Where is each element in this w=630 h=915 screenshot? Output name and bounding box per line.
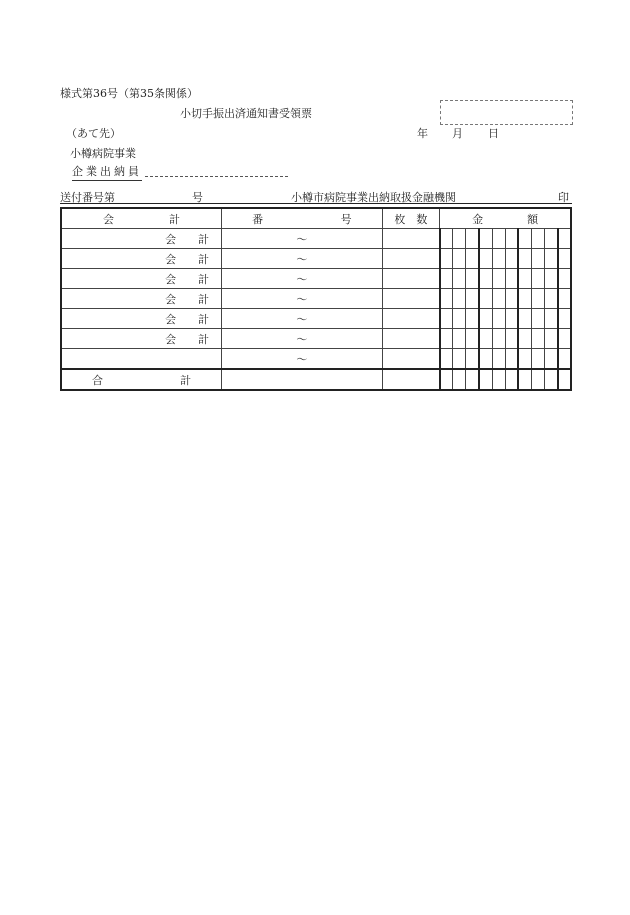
number-range-cell: ～: [222, 289, 383, 309]
number-range-cell: ～: [222, 329, 383, 349]
amount-digit-cell: [453, 329, 466, 349]
amount-digit-cell: [518, 329, 531, 349]
amount-digit-cell: [492, 309, 505, 329]
amount-digit-cell: [466, 309, 479, 329]
amount-digit-cell: [532, 349, 545, 370]
institution-name: 小樽市病院事業出納取扱金融機関: [291, 191, 456, 204]
send-number-suffix: 号: [192, 191, 203, 204]
number-range-cell: ～: [222, 249, 383, 269]
send-number-prefix: 送付番号第: [60, 191, 115, 204]
amount-digit-cell: [492, 269, 505, 289]
amount-digit-cell: [440, 349, 453, 370]
count-cell: [382, 309, 440, 329]
amount-digit-cell: [558, 269, 571, 289]
account-cell: 会 計: [61, 289, 222, 309]
amount-digit-cell: [466, 329, 479, 349]
receipt-stamp-box: [440, 100, 573, 125]
seal-mark: 印: [558, 191, 569, 204]
amount-digit-cell: [440, 229, 453, 249]
header-rule: [60, 203, 572, 204]
amount-digit-cell: [505, 289, 518, 309]
amount-digit-cell: [453, 289, 466, 309]
table-body: [61, 208, 571, 390]
number-range-cell: ～: [222, 229, 383, 249]
amount-digit-cell: [492, 289, 505, 309]
table-row: [61, 269, 571, 289]
amount-digit-cell: [558, 349, 571, 370]
amount-digit-cell: [545, 249, 558, 269]
amount-digit-cell: [518, 269, 531, 289]
amount-digit-cell: [479, 269, 492, 289]
header-amount: 金 額: [440, 208, 571, 229]
amount-digit-cell: [532, 229, 545, 249]
amount-digit-cell: [466, 229, 479, 249]
amount-digit-cell: [558, 249, 571, 269]
amount-digit-cell: [453, 229, 466, 249]
amount-digit-cell: [479, 289, 492, 309]
amount-digit-cell: [545, 349, 558, 370]
amount-digit-cell: [505, 369, 518, 390]
number-range-cell: ～: [222, 309, 383, 329]
amount-digit-cell: [532, 289, 545, 309]
account-cell: 会 計: [61, 309, 222, 329]
amount-digit-cell: [558, 309, 571, 329]
amount-digit-cell: [532, 249, 545, 269]
amount-digit-cell: [518, 349, 531, 370]
table-row: [61, 289, 571, 309]
amount-digit-cell: [558, 229, 571, 249]
account-cell: 会 計: [61, 229, 222, 249]
amount-digit-cell: [518, 289, 531, 309]
officer-title: 企業出納員: [72, 166, 142, 177]
total-number-cell: [222, 369, 383, 390]
amount-digit-cell: [466, 349, 479, 370]
amount-digit-cell: [492, 249, 505, 269]
org-name: 小樽病院事業: [70, 147, 136, 160]
amount-digit-cell: [466, 369, 479, 390]
date-day: 日: [488, 127, 499, 140]
table-header-row: [61, 208, 571, 229]
amount-digit-cell: [505, 249, 518, 269]
number-range-cell: ～: [222, 269, 383, 289]
amount-digit-cell: [453, 369, 466, 390]
amount-digit-cell: [505, 349, 518, 370]
amount-digit-cell: [453, 249, 466, 269]
amount-digit-cell: [440, 269, 453, 289]
form-number: 様式第36号（第35条関係）: [60, 87, 198, 100]
amount-digit-cell: [440, 369, 453, 390]
amount-digit-cell: [479, 229, 492, 249]
table-row: [61, 349, 571, 370]
total-row: [61, 369, 571, 390]
amount-digit-cell: [505, 309, 518, 329]
amount-digit-cell: [492, 329, 505, 349]
amount-digit-cell: [479, 329, 492, 349]
amount-digit-cell: [545, 229, 558, 249]
amount-digit-cell: [479, 249, 492, 269]
number-range-cell: ～: [222, 349, 383, 370]
header-account: 会 計: [61, 208, 222, 229]
form-title: 小切手振出済通知書受領票: [180, 107, 312, 120]
amount-digit-cell: [545, 369, 558, 390]
account-cell: 会 計: [61, 269, 222, 289]
amount-digit-cell: [545, 289, 558, 309]
count-cell: [382, 289, 440, 309]
date-month: 月: [452, 127, 463, 140]
amount-digit-cell: [518, 309, 531, 329]
amount-digit-cell: [492, 229, 505, 249]
amount-digit-cell: [479, 309, 492, 329]
amount-digit-cell: [505, 269, 518, 289]
table-row: [61, 249, 571, 269]
amount-digit-cell: [505, 229, 518, 249]
account-cell: [61, 349, 222, 370]
amount-digit-cell: [545, 269, 558, 289]
amount-digit-cell: [479, 349, 492, 370]
header-number: 番 号: [222, 208, 383, 229]
amount-digit-cell: [505, 329, 518, 349]
count-cell: [382, 349, 440, 370]
amount-digit-cell: [518, 249, 531, 269]
count-cell: [382, 329, 440, 349]
check-table: [60, 207, 572, 391]
amount-digit-cell: [532, 269, 545, 289]
amount-digit-cell: [440, 289, 453, 309]
amount-digit-cell: [558, 289, 571, 309]
amount-digit-cell: [453, 309, 466, 329]
amount-digit-cell: [440, 309, 453, 329]
count-cell: [382, 249, 440, 269]
amount-digit-cell: [532, 369, 545, 390]
amount-digit-cell: [453, 269, 466, 289]
account-cell: 会 計: [61, 249, 222, 269]
date-year: 年: [417, 127, 428, 140]
amount-digit-cell: [492, 369, 505, 390]
table-row: [61, 309, 571, 329]
amount-digit-cell: [492, 349, 505, 370]
amount-digit-cell: [518, 229, 531, 249]
header-count: 枚 数: [382, 208, 440, 229]
addressee-label: （あて先）: [66, 127, 121, 140]
table-row: [61, 329, 571, 349]
table-row: [61, 229, 571, 249]
amount-digit-cell: [545, 329, 558, 349]
amount-digit-cell: [466, 269, 479, 289]
officer-signature-line: [145, 176, 288, 177]
amount-digit-cell: [518, 369, 531, 390]
amount-digit-cell: [558, 369, 571, 390]
amount-digit-cell: [466, 249, 479, 269]
amount-digit-cell: [453, 349, 466, 370]
amount-digit-cell: [440, 329, 453, 349]
amount-digit-cell: [466, 289, 479, 309]
count-cell: [382, 269, 440, 289]
amount-digit-cell: [532, 309, 545, 329]
amount-digit-cell: [440, 249, 453, 269]
amount-digit-cell: [532, 329, 545, 349]
amount-digit-cell: [558, 329, 571, 349]
amount-digit-cell: [479, 369, 492, 390]
account-cell: 会 計: [61, 329, 222, 349]
total-label: 合 計: [61, 369, 222, 390]
amount-digit-cell: [545, 309, 558, 329]
count-cell: [382, 229, 440, 249]
total-count-cell: [382, 369, 440, 390]
